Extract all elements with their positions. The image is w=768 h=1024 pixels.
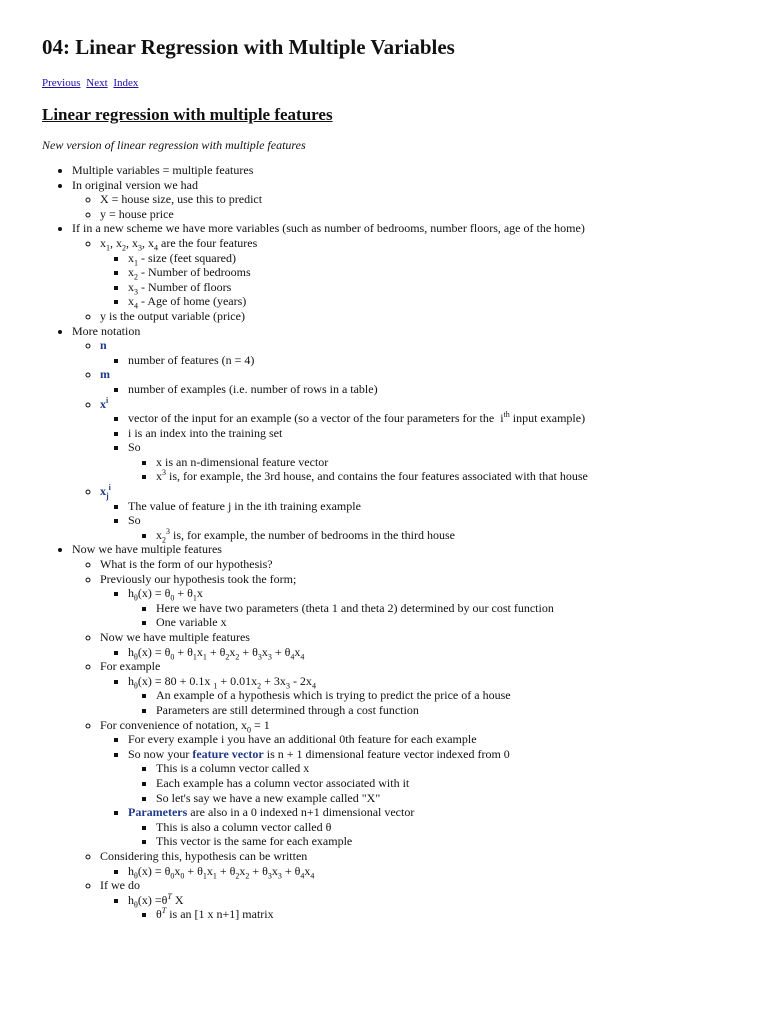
list-item: ◦ $x_j^i$ ▪ The value of feature j in the ith training example ▪ So ▪ $x_2^3$ is, for example, the number of bedrooms in the third house [100, 484, 728, 542]
list-item: ▪ $h_\theta(x) = \theta_0 + \theta_1x_1 + \theta_2x_2 + \theta_3x_3 + \theta_4x_4$ [128, 645, 728, 660]
list-item: • If in a new scheme we have more variables (such as number of bedrooms, number floors, age of the home) ◦ $x_1$, $x_2$, $x_3$, $x_4$ are the four features ▪ $x_1$ - size (feet squared) ▪ $x_2$ - Number of bedrooms ▪ $x_3$ - Number of floors ▪ $x_4$ - Age of home (years) ◦ y is the output variable (price) [72, 221, 728, 323]
list-item: ▪ i is an index into the training set [128, 426, 728, 441]
list-item: ▪ $x^3$ is, for example, the 3rd house, and contains the four features associated with that house [156, 469, 728, 484]
list-item: ▪ So let's say we have a new example called "X" [156, 791, 728, 806]
list-item: ▪ $h_\theta(x) = \theta_0 + \theta_1x$ ▪ Here we have two parameters (theta 1 and theta 2) determined by our cost function ▪ One variable x [128, 586, 728, 630]
list-item: ▪ So ▪ x is an n-dimensional feature vector ▪ $x^3$ is, for example, the 3rd house, and contains the four features associated with that house [128, 440, 728, 484]
list-item: ▪ $h_\theta(x) = \theta_0x_0 + \theta_1x_1 + \theta_2x_2 + \theta_3x_3 + \theta_4x_4$ [128, 864, 728, 879]
notes-list [42, 163, 728, 922]
list-item: ▪ This vector is the same for each example [156, 834, 728, 849]
list-item: ◦ y is the output variable (price) [100, 309, 728, 324]
feature-vector-term: feature vector [192, 746, 264, 761]
list-item: ◦ What is the form of our hypothesis? [100, 557, 728, 572]
list-item: ▪ One variable x [156, 615, 728, 630]
previous-link[interactable]: Previous [42, 77, 81, 89]
list-item: • More notation ◦ n ▪ number of features (n = 4) ◦ m ▪ number of examples (i.e. number of rows in a table) ◦ $x^i$ ▪ vector of the input for an example (so a vector of the four parameters for the $i^{th}$ input example) ▪ i is an index into the training set ▪ So ▪ x is an n-dimensional feature vector ▪ $x^3$ is, for example, the 3rd house, and contains the four features associated with that house ◦ $x_j^i$ ▪ The value of feature j in the ith training example ▪ So ▪ $x_2^3$ is, for example, the number of bedrooms in the third house [72, 324, 728, 543]
list-item: ▪ $x_4$ - Age of home (years) [128, 294, 728, 309]
list-item: ▪ $x_2^3$ is, for example, the number of bedrooms in the third house [156, 528, 728, 543]
list-item: ◦ If we do ▪ $h_\theta(x) =\theta^T$ X ▪ $\theta^T$ is an [1 x n+1] matrix [100, 878, 728, 922]
nav-links [42, 76, 728, 90]
list-item: ▪ So ▪ $x_2^3$ is, for example, the number of bedrooms in the third house [128, 513, 728, 542]
list-item: ▪ This is also a column vector called θ [156, 820, 728, 835]
next-link[interactable]: Next [86, 77, 108, 89]
list-item: ▪ $x_2$ - Number of bedrooms [128, 265, 728, 280]
list-item: ◦ $x_1$, $x_2$, $x_3$, $x_4$ are the four features ▪ $x_1$ - size (feet squared) ▪ $x_2$ - Number of bedrooms ▪ $x_3$ - Number of floors ▪ $x_4$ - Age of home (years) [100, 236, 728, 309]
list-item: ▪ Parameters are also in a 0 indexed n+1 dimensional vector ▪ This is also a column vector called θ ▪ This vector is the same for each example [128, 805, 728, 849]
list-item: ▪ x is an n-dimensional feature vector [156, 455, 728, 470]
list-item: ◦ Now we have multiple features ▪ $h_\theta(x) = \theta_0 + \theta_1x_1 + \theta_2x_2 + \theta_3x_3 + \theta_4x_4$ [100, 630, 728, 659]
list-item: ◦ For example ▪ $h_\theta(x) = 80 + 0.1x$ $_1 + 0.01x_2 + 3x_3 - 2x_4$ ▪ An example of a hypothesis which is trying to predict the price of a house ▪ Parameters are still determined through a cost function [100, 659, 728, 717]
parameters-term: Parameters [128, 805, 188, 820]
list-item: ▪ Each example has a column vector associated with it [156, 776, 728, 791]
list-item: ▪ vector of the input for an example (so a vector of the four parameters for the $i^{th}$ input example) [128, 411, 728, 426]
page-title: 04: Linear Regression with Multiple Variables [42, 35, 455, 59]
list-item: ◦ Considering this, hypothesis can be written ▪ $h_\theta(x) = \theta_0x_0 + \theta_1x_1 + \theta_2x_2 + \theta_3x_3 + \theta_4x_4$ [100, 849, 728, 878]
section-title: Linear regression with multiple features [42, 105, 333, 124]
list-item: ▪ Parameters are still determined through a cost function [156, 703, 728, 718]
list-item: ▪ $h_\theta(x) = 80 + 0.1x$ $_1 + 0.01x_2 + 3x_3 - 2x_4$ ▪ An example of a hypothesis which is trying to predict the price of a house ▪ Parameters are still determined through a cost function [128, 674, 728, 718]
list-item: ▪ An example of a hypothesis which is trying to predict the price of a house [156, 688, 728, 703]
list-item: ◦ m ▪ number of examples (i.e. number of rows in a table) [100, 367, 728, 396]
list-item: ▪ Here we have two parameters (theta 1 and theta 2) determined by our cost function [156, 601, 728, 616]
list-item: ▪ $x_3$ - Number of floors [128, 280, 728, 295]
list-item: ▪ So now your feature vector is n + 1 dimensional feature vector indexed from 0 ▪ This is a column vector called x ▪ Each example has a column vector associated with it ▪ So let's say we have a new example called "X" [128, 747, 728, 805]
list-item: ▪ number of features (n = 4) [128, 353, 728, 368]
list-item: • In original version we had ◦ X = house size, use this to predict ◦ y = house price [72, 178, 728, 222]
list-item: ◦ n ▪ number of features (n = 4) [100, 338, 728, 367]
list-item: ▪ The value of feature j in the ith training example [128, 499, 728, 514]
list-item: ◦ y = house price [100, 207, 728, 222]
list-item: ◦ Previously our hypothesis took the form; ▪ $h_\theta(x) = \theta_0 + \theta_1x$ ▪ Here we have two parameters (theta 1 and theta 2) determined by our cost function ▪ One variable x [100, 572, 728, 630]
list-item: • Multiple variables = multiple features [72, 163, 728, 178]
list-item: ▪ $x_1$ - size (feet squared) [128, 251, 728, 266]
list-item: ▪ number of examples (i.e. number of rows in a table) [128, 382, 728, 397]
list-item: ◦ $x^i$ ▪ vector of the input for an example (so a vector of the four parameters for the $i^{th}$ input example) ▪ i is an index into the training set ▪ So ▪ x is an n-dimensional feature vector ▪ $x^3$ is, for example, the 3rd house, and contains the four features associated with that house [100, 397, 728, 485]
index-link[interactable]: Index [113, 77, 139, 89]
list-item: ◦ X = house size, use this to predict [100, 192, 728, 207]
list-item: ◦ For convenience of notation, $x_0 = 1$ ▪ For every example i you have an additional 0th feature for each example ▪ So now your feature vector is n + 1 dimensional feature vector indexed from 0 ▪ This is a column vector called x ▪ Each example has a column vector associated with it ▪ So let's say we have a new example called "X" ▪ Parameters are also in a 0 indexed n+1 dimensional vector ▪ This is also a column vector called θ ▪ This vector is the same for each example [100, 718, 728, 849]
intro-text: New version of linear regression with multiple features [42, 138, 306, 152]
list-item: ▪ For every example i you have an additional 0th feature for each example [128, 732, 728, 747]
list-item: ▪ $h_\theta(x) =\theta^T$ X ▪ $\theta^T$ is an [1 x n+1] matrix [128, 893, 728, 922]
list-item: • Now we have multiple features ◦ What is the form of our hypothesis? ◦ Previously our hypothesis took the form; ▪ $h_\theta(x) = \theta_0 + \theta_1x$ ▪ Here we have two parameters (theta 1 and theta 2) determined by our cost function ▪ One variable x ◦ Now we have multiple features ▪ $h_\theta(x) = \theta_0 + \theta_1x_1 + \theta_2x_2 + \theta_3x_3 + \theta_4x_4$ ◦ For example ▪ $h_\theta(x) = 80 + 0.1x$ $_1 + 0.01x_2 + 3x_3 - 2x_4$ ▪ An example of a hypothesis which is trying to predict the price of a house ▪ Parameters are still determined through a cost function ◦ For convenience of notation, $x_0 = 1$ ▪ For every example i you have an additional 0th feature for each example ▪ So now your feature vector is n + 1 dimensional feature vector indexed from 0 ▪ This is a column vector called x ▪ Each example has a column vector associated with it ▪ So let's say we have a new example called "X" ▪ Parameters are also in a 0 indexed n+1 dimensional vector ▪ This is also a column vector called θ ▪ This vector is the same for each example ◦ Considering this, hypothesis can be written ▪ $h_\theta(x) = \theta_0x_0 + \theta_1x_1 + \theta_2x_2 + \theta_3x_3 + \theta_4x_4$ ◦ If we do ▪ $h_\theta(x) =\theta^T$ X ▪ $\theta^T$ is an [1 x n+1] matrix [72, 542, 728, 921]
list-item: ▪ $\theta^T$ is an [1 x n+1] matrix [156, 907, 728, 922]
list-item: ▪ This is a column vector called x [156, 761, 728, 776]
